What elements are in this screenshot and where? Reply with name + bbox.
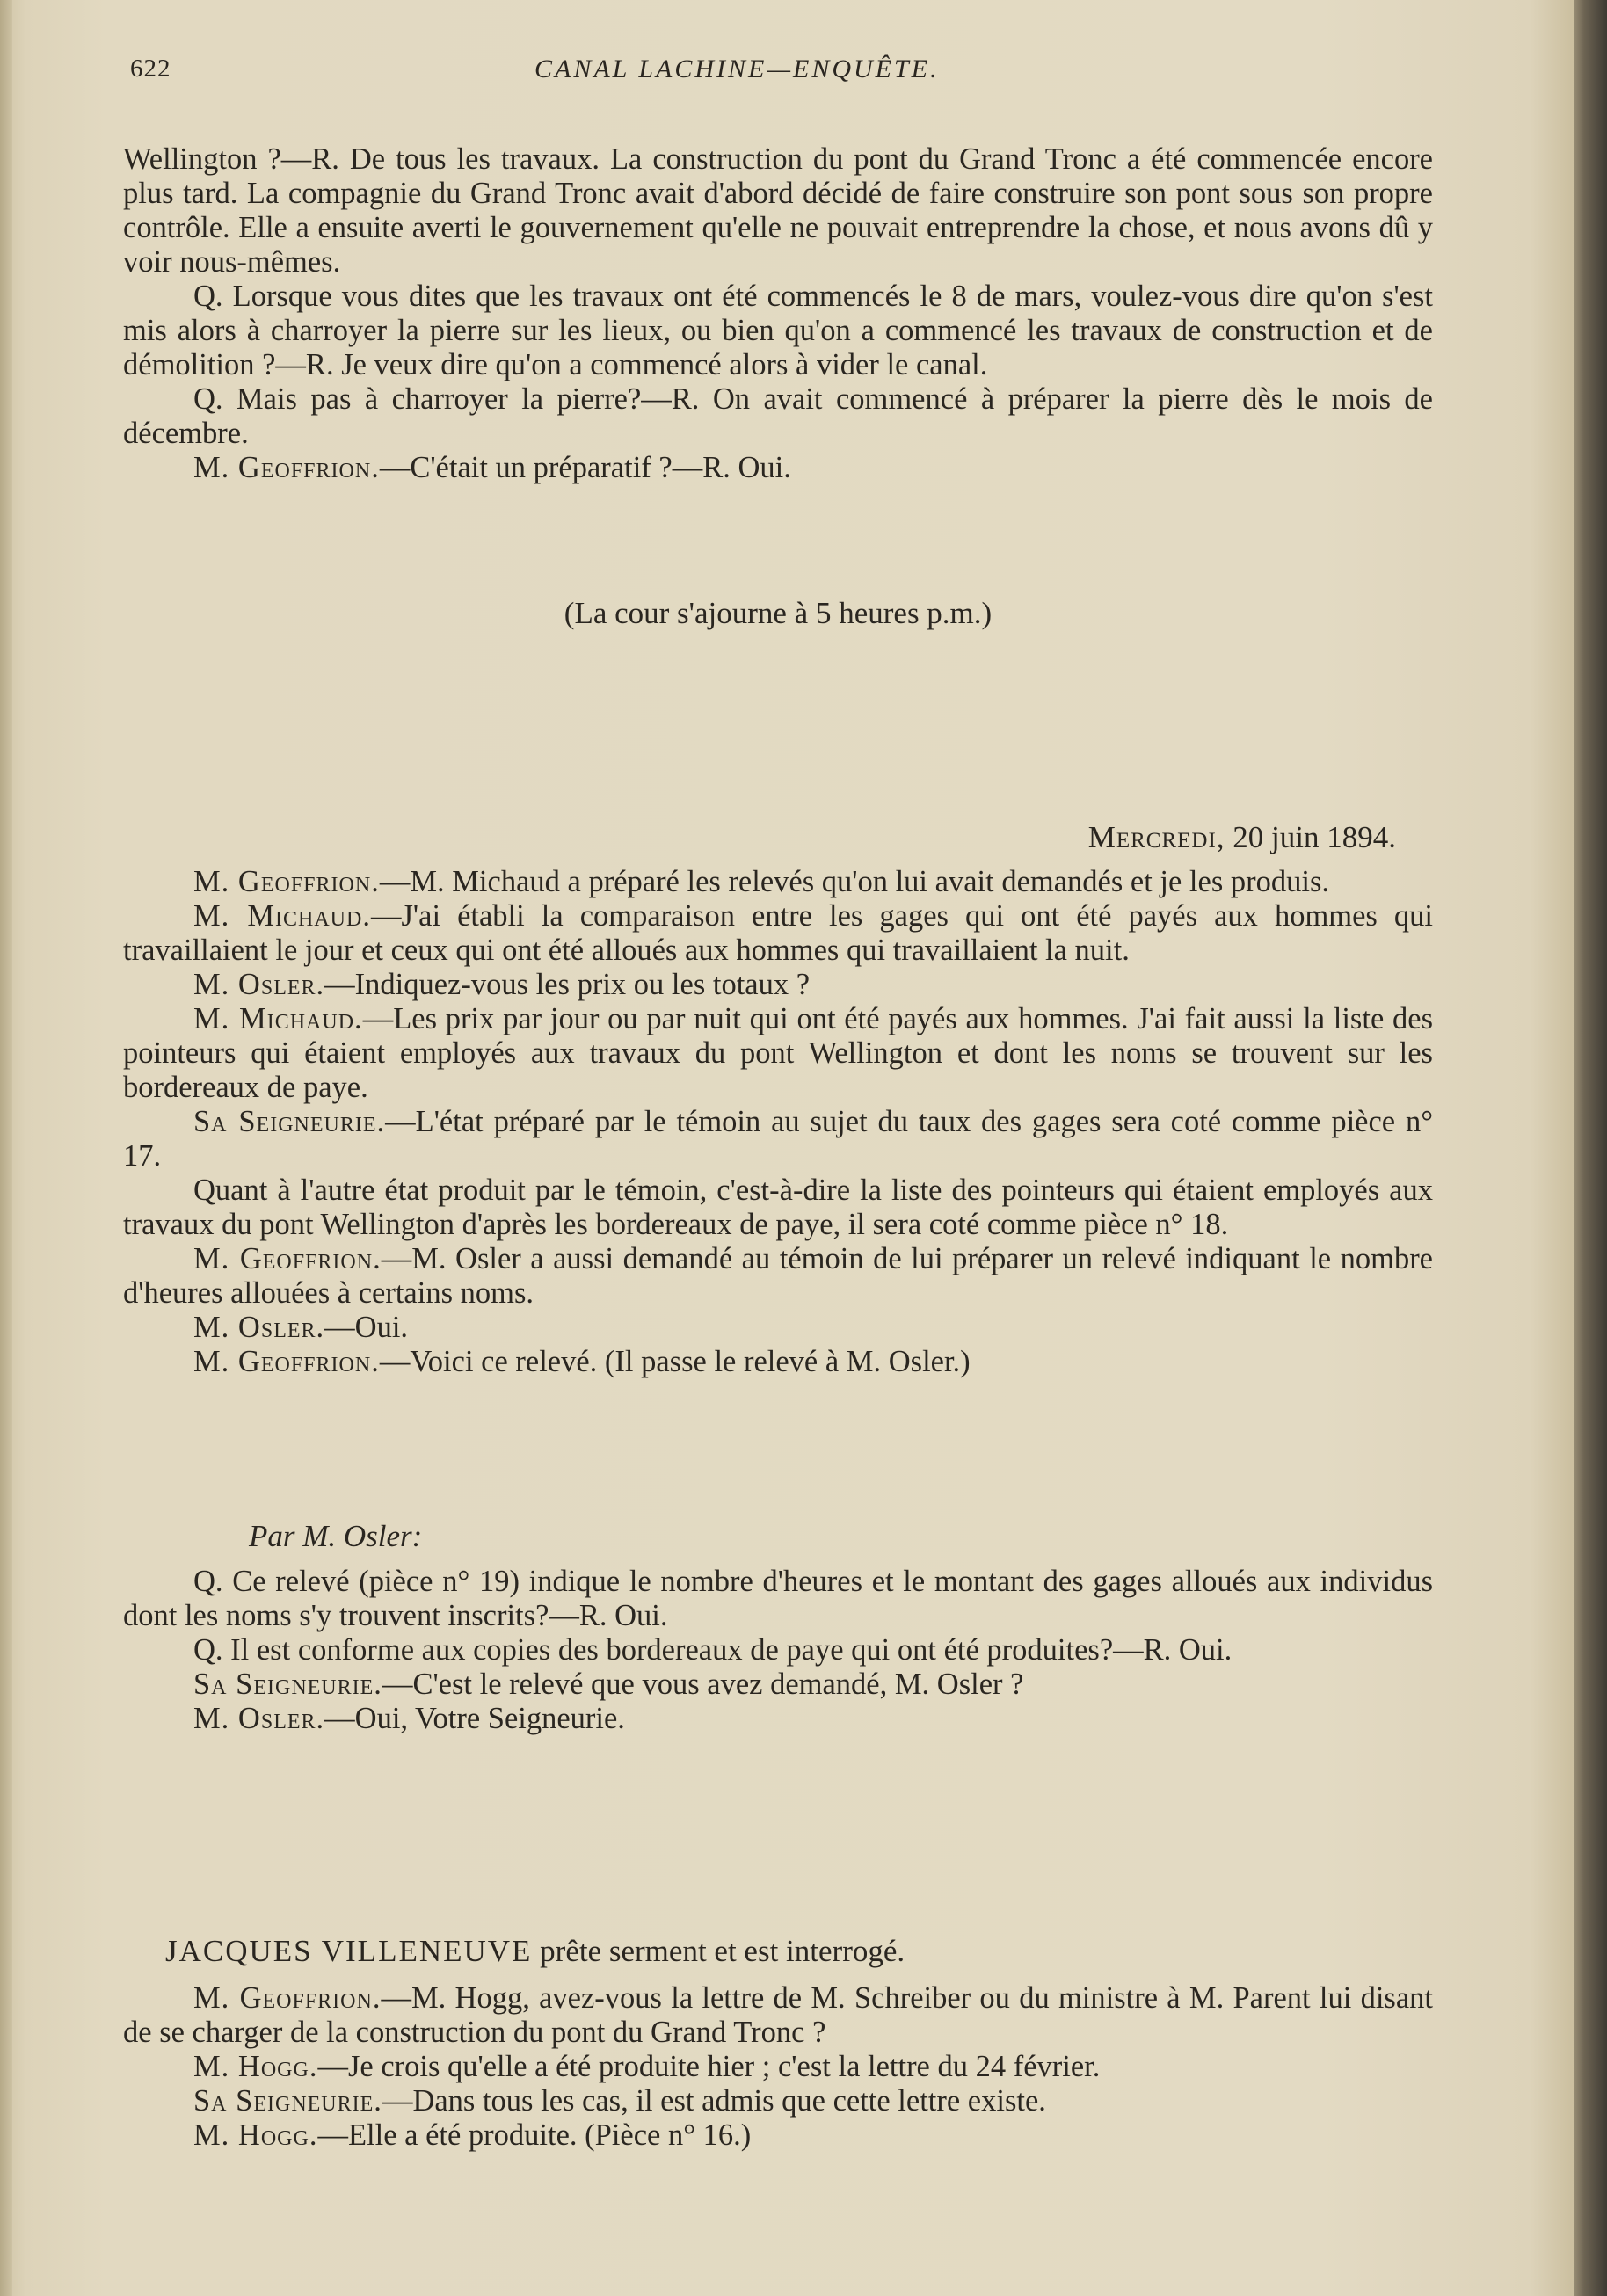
speech-text: —Dans tous les cas, il est admis que cette lettre existe.	[382, 2084, 1046, 2118]
testimony-block-2	[123, 865, 1433, 1379]
paragraph	[123, 1173, 1433, 1242]
speaker-name: M. Geoffrion.	[193, 865, 380, 898]
paragraph	[123, 2084, 1433, 2118]
speaker-name: Sa Seigneurie.	[193, 1668, 382, 1701]
session-date	[1088, 820, 1396, 855]
speaker-name: M. Geoffrion.	[193, 451, 380, 484]
speaker-name: M. Osler.	[193, 1702, 325, 1735]
paragraph	[123, 1633, 1433, 1668]
testimony-block-1	[123, 142, 1433, 485]
paragraph: Q. Lorsque vous dites que les travaux ont été commencés le 8 de mars, voulez-vous dire qu'on s'est mis alors à charroyer la pierre sur les lieux, ou bien qu'on a commencé les travaux de construction et de démolition ?—R. Je veux dire qu'on a commencé alors à vider le canal.	[123, 280, 1433, 381]
speaker-name: M. Michaud.	[193, 1002, 363, 1035]
speech-text: —M. Osler a aussi demandé au témoin de lui préparer un relevé indiquant le nombre d'heures allouées à certains noms.	[123, 1242, 1433, 1310]
speech-text: Quant à l'autre état produit par le témoin, c'est-à-dire la liste des pointeurs qui étaient employés aux travaux du pont Wellington d'après les bordereaux de paye, il sera coté comme pièce n° 18.	[123, 1173, 1433, 1241]
paragraph	[123, 451, 1433, 485]
speech-text: —L'état préparé par le témoin au sujet du taux des gages sera coté comme pièce n° 17.	[123, 1105, 1433, 1173]
testimony-block-3	[123, 1565, 1433, 1736]
speaker-name: M. Hogg.	[193, 2118, 318, 2152]
speech-text: —Je crois qu'elle a été produite hier ; c'est la lettre du 24 février.	[317, 2050, 1101, 2083]
paragraph: Wellington ?—R. De tous les travaux. La construction du pont du Grand Tronc a été commencée encore plus tard. La compagnie du Grand Tronc avait d'abord décidé de faire construire son pont sous son propre contrôle. Elle a ensuite averti le gouvernement qu'elle ne pouvait entreprendre la chose, et nous avons dû y voir nous-mêmes.	[123, 142, 1433, 279]
speech-text: Q. Ce relevé (pièce n° 19) indique le nombre d'heures et le montant des gages alloués aux individus dont les noms s'y trouvent inscrits?—R. Oui.	[123, 1565, 1433, 1632]
speech-text: —C'était un préparatif ?—R. Oui.	[379, 451, 791, 484]
paragraph	[123, 1345, 1433, 1379]
paragraph	[123, 1311, 1433, 1345]
speaker-name: Sa Seigneurie.	[193, 1105, 386, 1138]
speech-text: —Les prix par jour ou par nuit qui ont été payés aux hommes. J'ai fait aussi la liste des pointeurs qui étaient employés aux travaux du pont Wellington et dont les noms se trouvent sur les bordereaux de paye.	[123, 1002, 1433, 1104]
speech-text: Q. Il est conforme aux copies des bordereaux de paye qui ont été produites?—R. Oui.	[193, 1633, 1233, 1667]
paragraph	[123, 1981, 1433, 2050]
speaker-name: M. Osler.	[193, 968, 325, 1001]
paragraph	[123, 899, 1433, 968]
speech-text: —Elle a été produite. (Pièce n° 16.)	[317, 2118, 752, 2152]
speech-text: —M. Hogg, avez-vous la lettre de M. Schreiber ou du ministre à M. Parent lui disant de se charger de la construction du pont du Grand Tronc ?	[123, 1981, 1433, 2049]
binding-shadow	[1574, 0, 1607, 2296]
paragraph	[123, 2050, 1433, 2084]
paragraph	[123, 1105, 1433, 1173]
paragraph	[123, 1002, 1433, 1105]
speaker-name: M. Michaud.	[193, 899, 371, 933]
witness-sworn-text: prête serment et est interrogé.	[532, 1934, 905, 1968]
session-date-rest: 20 juin 1894.	[1225, 820, 1396, 854]
speaker-name: M. Geoffrion.	[193, 1242, 382, 1275]
session-day: Mercredi,	[1087, 820, 1225, 854]
running-header	[130, 54, 1431, 90]
speaker-name: M. Geoffrion.	[193, 1345, 380, 1378]
paragraph	[123, 1565, 1433, 1633]
examiner-heading: Par M. Osler:	[249, 1519, 423, 1553]
running-title: CANAL LACHINE—ENQUÊTE.	[534, 54, 940, 84]
testimony-block-4	[123, 1981, 1433, 2153]
speech-text: —Oui.	[324, 1311, 409, 1344]
speech-text: —Oui, Votre Seigneurie.	[324, 1702, 625, 1735]
speaker-name: Sa Seigneurie.	[193, 2084, 382, 2118]
speech-text: —M. Michaud a préparé les relevés qu'on lui avait demandés et je les produis.	[379, 865, 1330, 898]
paragraph: Q. Mais pas à charroyer la pierre?—R. On avait commencé à préparer la pierre dès le mois de décembre.	[123, 382, 1433, 450]
speaker-name: M. Hogg.	[193, 2050, 318, 2083]
paragraph	[123, 1242, 1433, 1311]
witness-sworn-heading	[165, 1934, 905, 1969]
speech-text: —J'ai établi la comparaison entre les gages qui ont été payés aux hommes qui travaillaient le jour et ceux qui ont été alloués aux hommes qui travaillaient la nuit.	[123, 899, 1433, 967]
page-edge	[0, 0, 12, 2296]
speaker-name: M. Osler.	[193, 1311, 325, 1344]
paragraph	[123, 2118, 1433, 2153]
paragraph	[123, 865, 1433, 899]
page-number: 622	[130, 54, 171, 83]
speaker-name: M. Geoffrion.	[193, 1981, 382, 2015]
paragraph	[123, 1702, 1433, 1736]
paragraph	[123, 968, 1433, 1002]
speech-text: —C'est le relevé que vous avez demandé, M. Osler ?	[382, 1668, 1024, 1701]
witness-name: JACQUES VILLENEUVE	[165, 1934, 533, 1968]
paragraph	[123, 1668, 1433, 1702]
speech-text: —Indiquez-vous les prix ou les totaux ?	[324, 968, 811, 1001]
adjournment-note: (La cour s'ajourne à 5 heures p.m.)	[564, 596, 993, 630]
speech-text: —Voici ce relevé. (Il passe le relevé à M. Osler.)	[379, 1345, 971, 1378]
